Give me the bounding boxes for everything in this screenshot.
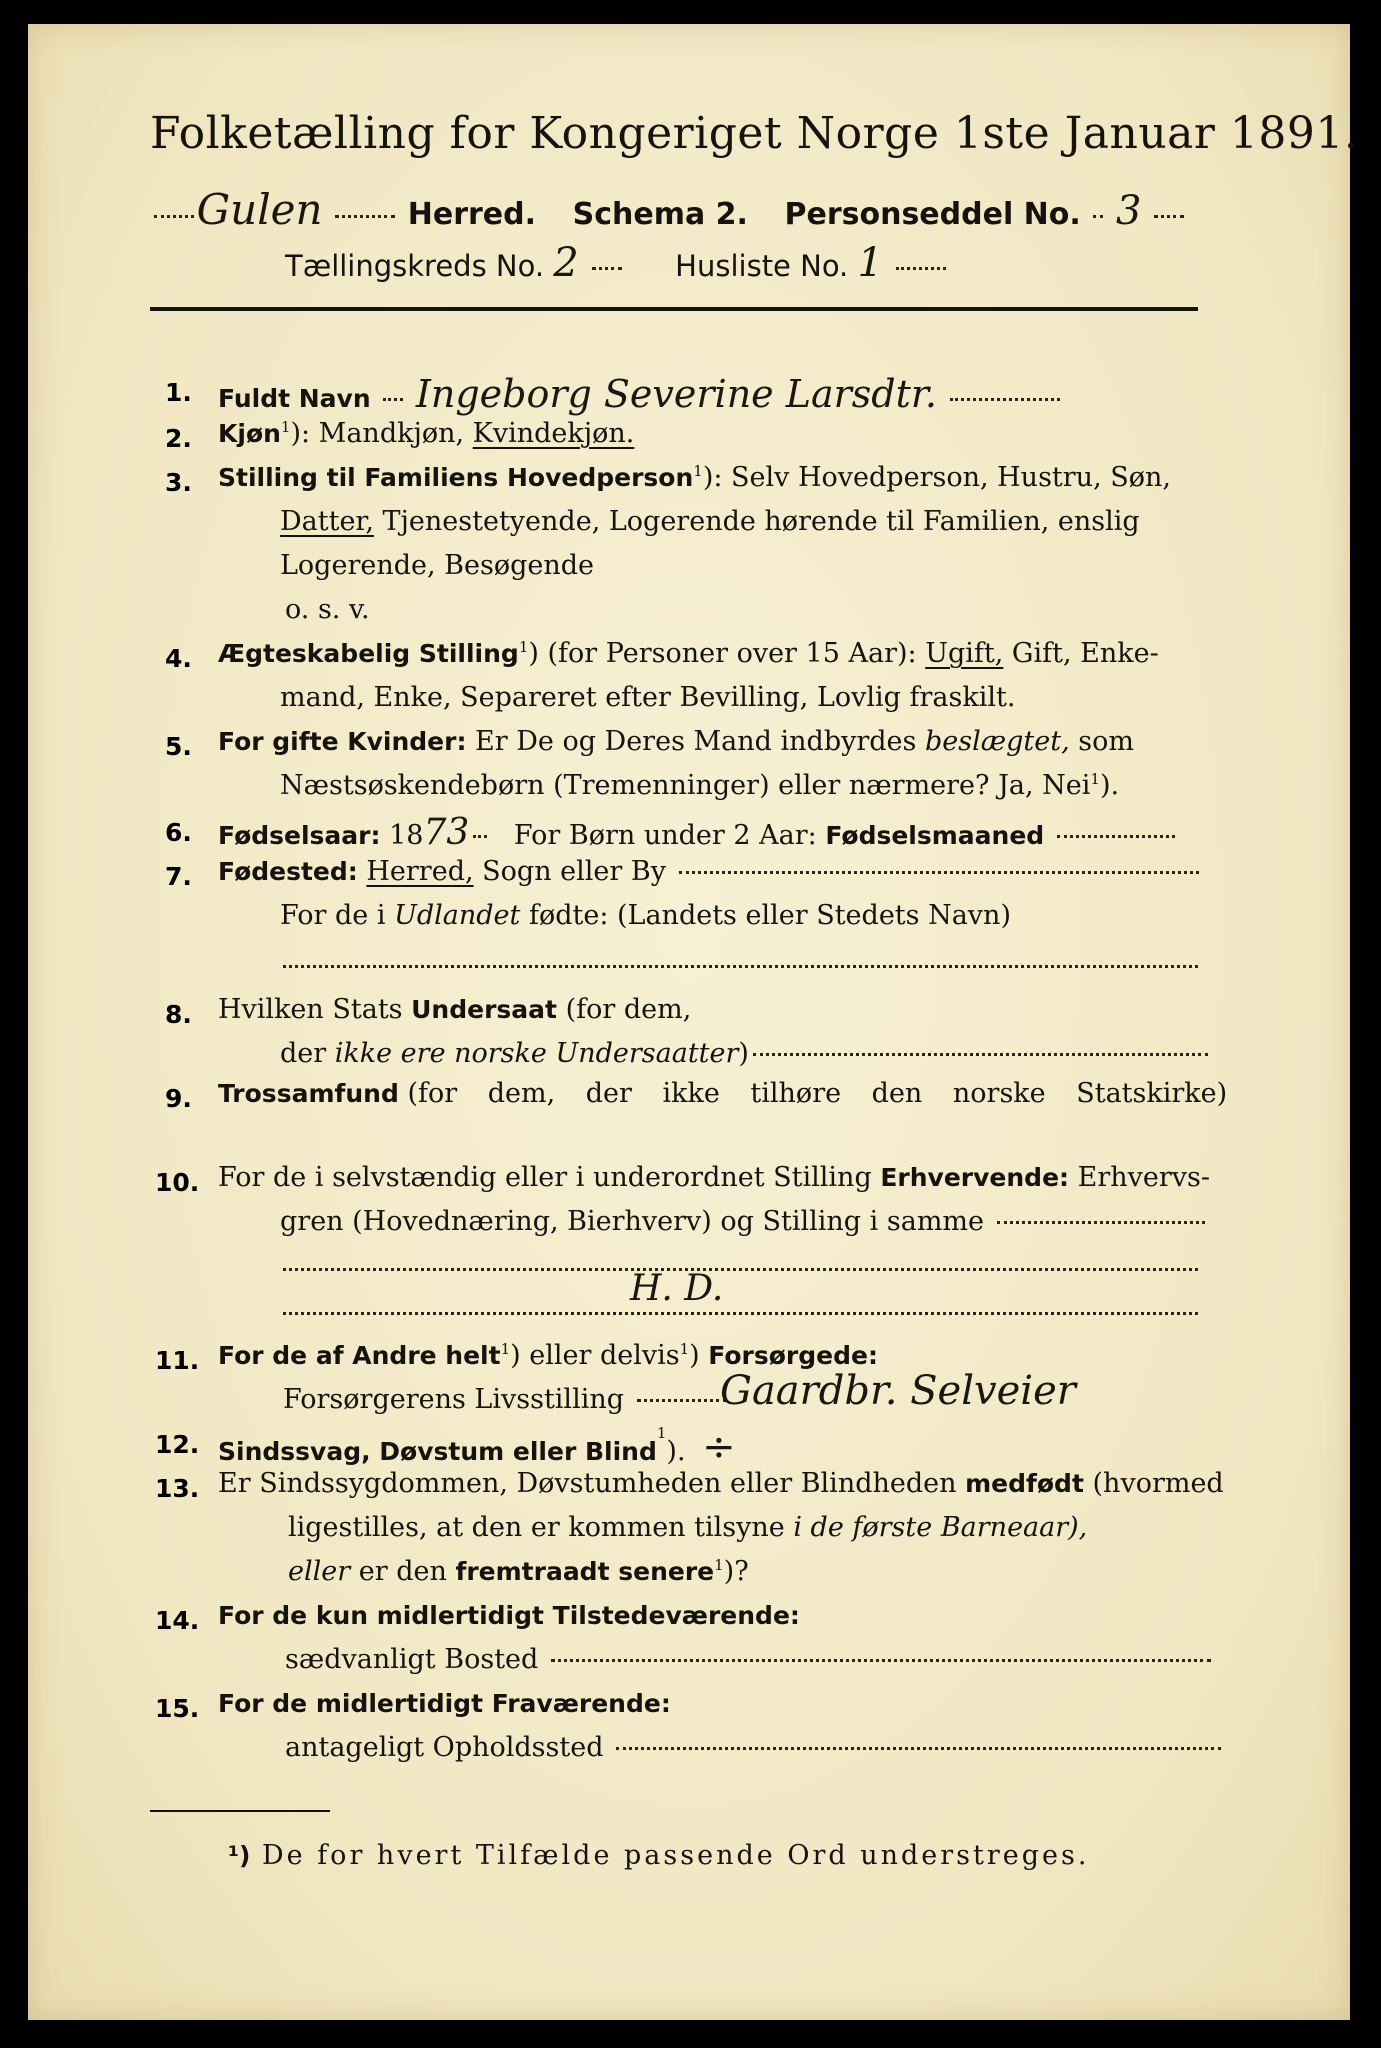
footnote-text: De for hvert Tilfælde passende Ord understreges. (261, 1840, 1090, 1871)
sex-option-female: Kvindekjøn. (472, 418, 635, 449)
item-5-line-1 (218, 726, 1134, 757)
supporter-occupation-label: Forsørgerens Livsstilling (283, 1384, 625, 1415)
family-position-options-2: Tjenestetyende, Logerende hørende til Familien, enslig (382, 506, 1140, 537)
item-4-line-1: Ægteskabelig Stilling$^1$) (for Personer over 15 Aar): Ugift, Gift, Enke- (218, 638, 1159, 669)
birth-year-prefix: 18 (389, 820, 424, 851)
footnote (228, 1840, 1089, 1871)
item-3-number: 3. (165, 468, 192, 497)
item-14-number: 14. (155, 1606, 200, 1635)
support-label: Forsørgede: (708, 1341, 878, 1370)
birth-year-value: 73 (423, 812, 470, 853)
family-position-label: Stilling til Familiens Hovedperson (218, 463, 694, 492)
schema-label: Schema 2. (572, 197, 748, 232)
married-women-question-2: Næstsøskendebørn (Tremenninger) eller nærmere? Ja, Nei (280, 770, 1091, 801)
married-women-label: For gifte Kvinder: (218, 727, 467, 756)
birth-year-label: Fødselsaar: (218, 821, 381, 850)
sex-option-male: ): Mandkjøn, (290, 418, 465, 449)
item-1-number: 1. (165, 378, 192, 407)
support-label-1: For de af Andre helt (218, 1341, 501, 1370)
occupation-prefix: For de i selvstændig eller i underordnet Stilling (218, 1162, 872, 1193)
item-9-line (218, 1078, 1227, 1109)
item-3-line-4: o. s. v. (285, 594, 370, 625)
item-1-line (218, 372, 1064, 416)
item-7-line-1 (218, 856, 1203, 887)
item-8-line-1 (218, 994, 691, 1025)
item-10-number: 10. (155, 1168, 200, 1197)
congenital-er-den: er den (358, 1556, 447, 1587)
item-6-number: 6. (165, 818, 192, 847)
item-2-line: Kjøn$^1$): Mandkjøn, Kvindekjøn. (218, 418, 635, 449)
citizenship-note: (for dem, (565, 994, 692, 1025)
marital-status-options-1: Gift, Enke- (1011, 638, 1159, 669)
item-10-line-1 (218, 1162, 1210, 1193)
birthplace-herred: Herred, (366, 856, 474, 887)
probable-residence-label: antageligt Opholdssted (285, 1732, 604, 1763)
occupation-label: Erhvervende: (880, 1163, 1070, 1192)
usual-residence-label: sædvanligt Bosted (285, 1644, 539, 1675)
married-women-related: beslægtet, (924, 726, 1070, 757)
supporter-occupation-value: Gaardbr. Selveier (720, 1368, 1076, 1414)
herred-value: Gulen (196, 185, 323, 234)
item-15-number: 15. (155, 1694, 200, 1723)
citizenship-non-norwegian: ikke ere norske Undersaatter (334, 1038, 739, 1069)
occupation-question: gren (Hovednæring, Bierhverv) og Stilling i samme (280, 1206, 985, 1237)
family-position-datter: Datter, (280, 506, 374, 537)
kreds-value: 2 (553, 240, 579, 286)
header-rule (150, 307, 1198, 311)
congenital-label: medfødt (965, 1469, 1084, 1498)
citizenship-label: Undersaat (411, 995, 557, 1024)
item-7-line-2 (280, 900, 1011, 931)
item-6-line (218, 812, 1179, 853)
birth-month-label: Fødselsmaaned (825, 821, 1045, 850)
citizenship-der: der (280, 1038, 327, 1069)
sex-label: Kjøn (218, 419, 281, 448)
item-4-line-2: mand, Enke, Separeret efter Bevilling, Lovlig fraskilt. (280, 682, 1016, 713)
married-women-question: Er De og Deres Mand indbyrdes (475, 726, 917, 757)
religion-note: (for dem, der ikke tilhøre den norske Statskirke) (407, 1078, 1228, 1109)
congenital-later-label: fremtraadt senere (455, 1557, 715, 1586)
husliste-label: Husliste No. (675, 249, 849, 283)
congenital-eller: eller (288, 1556, 351, 1587)
header-line-kreds (285, 240, 950, 286)
item-2-number: 2. (165, 424, 192, 453)
item-8-line-2: der ikke ere norske Undersaatter) (280, 1038, 1212, 1069)
item-10-blank-line-1 (283, 1268, 1198, 1271)
birthplace-label: Fødested: (218, 857, 358, 886)
item-12-number: 12. (155, 1430, 200, 1459)
congenital-question: Er Sindssygdommen, Døvstumheden eller Blindheden (218, 1468, 957, 1499)
footnote-mark: ¹) (228, 1841, 251, 1870)
item-13-number: 13. (155, 1474, 200, 1503)
item-7-blank-line (283, 965, 1198, 968)
congenital-childhood: i de første Barneaar), (793, 1512, 1088, 1543)
foreign-born-prefix: For de i (280, 900, 386, 931)
header-line-herred (150, 185, 1188, 234)
foreign-born-udlandet: Udlandet (394, 900, 521, 931)
item-13-line-3: eller er den fremtraadt senere$^1$)? (288, 1556, 749, 1587)
footnote-rule (150, 1810, 330, 1812)
item-11-line-2 (283, 1384, 731, 1415)
birthplace-options: Sogn eller By (482, 856, 666, 887)
item-14-line-2 (285, 1644, 1215, 1675)
marital-status-note: ) (for Personer over 15 Aar): (528, 638, 917, 669)
foreign-born-question: fødte: (Landets eller Stedets Navn) (528, 900, 1011, 931)
occupation-value: H. D. (630, 1268, 724, 1309)
item-14-line-1 (218, 1600, 800, 1631)
birth-month-note: For Børn under 2 Aar: (513, 820, 817, 851)
occupation-erhvervs: Erhvervs- (1077, 1162, 1211, 1193)
congenital-end: )? (723, 1556, 749, 1587)
item-9-number: 9. (165, 1084, 192, 1113)
form-title: Folketælling for Kongeriget Norge 1ste Januar 1891. (150, 108, 1359, 159)
kreds-label: Tællingskreds No. (285, 249, 545, 283)
item-12-line: Sindssvag, Døvstum eller Blind$^1$). ÷ (218, 1424, 736, 1470)
item-4-number: 4. (165, 644, 192, 673)
personseddel-value: 3 (1115, 188, 1142, 234)
item-11-line-1: For de af Andre helt$^1$) eller delvis$^1$) Forsørgede: (218, 1340, 878, 1371)
item-11-number: 11. (155, 1346, 200, 1375)
item-3-line-2 (280, 506, 1140, 537)
temporary-present-label: For de kun midlertidigt Tilstedeværende: (218, 1601, 800, 1630)
married-women-som: som (1078, 726, 1134, 757)
citizenship-prefix: Hvilken Stats (218, 994, 403, 1025)
herred-label: Herred. (407, 197, 536, 232)
item-8-number: 8. (165, 1000, 192, 1029)
item-7-number: 7. (165, 862, 192, 891)
item-3-line-3: Logerende, Besøgende (280, 550, 594, 581)
husliste-value: 1 (857, 240, 883, 286)
religion-label: Trossamfund (218, 1079, 399, 1108)
marital-status-label: Ægteskabelig Stilling (218, 639, 519, 668)
personseddel-label: Personseddel No. (784, 197, 1081, 232)
item-3-line-1: Stilling til Familiens Hovedperson$^1$): Selv Hovedperson, Hustru, Søn, (218, 462, 1171, 493)
item-13-line-1 (218, 1468, 1224, 1499)
support-delvis: ) eller delvis (510, 1340, 680, 1371)
disability-value: ÷ (702, 1424, 736, 1470)
congenital-hvormed: (hvormed (1092, 1468, 1224, 1499)
item-5-line-2: Næstsøskendebørn (Tremenninger) eller nærmere? Ja, Nei$^1$). (280, 770, 1120, 801)
item-13-line-2 (288, 1512, 1087, 1543)
item-5-number: 5. (165, 732, 192, 761)
disability-label: Sindssvag, Døvstum eller Blind (218, 1437, 657, 1466)
full-name-label: Fuldt Navn (218, 384, 371, 413)
congenital-question-2: ligestilles, at den er kommen tilsyne (288, 1512, 785, 1543)
full-name-value: Ingeborg Severine Larsdtr. (415, 372, 937, 416)
item-10-blank-line-2 (283, 1312, 1198, 1315)
item-10-line-2 (280, 1206, 1209, 1237)
marital-status-ugift: Ugift, (925, 638, 1004, 669)
family-position-options-1: ): Selv Hovedperson, Hustru, Søn, (702, 462, 1171, 493)
item-15-line-2 (285, 1732, 1225, 1763)
temporary-absent-label: For de midlertidigt Fraværende: (218, 1689, 671, 1718)
item-15-line-1 (218, 1688, 671, 1719)
